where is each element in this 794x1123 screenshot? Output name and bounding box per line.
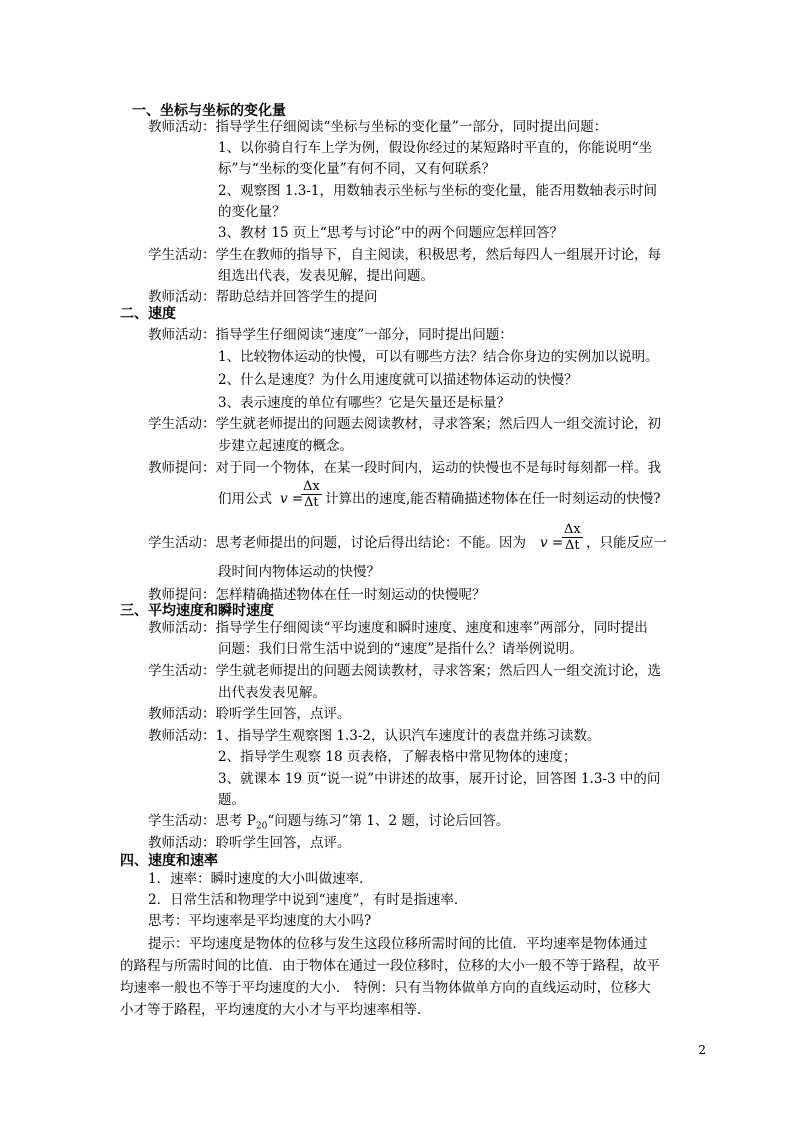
text-line: 提示：平均速度是物体的位移与发生这段位移所需时间的比值．平均速率是物体通过 bbox=[148, 936, 648, 952]
formula-lhs: v = bbox=[540, 535, 564, 551]
text-line: 1、比较物体运动的快慢，可以有哪些方法？结合你身边的实例加以说明。 bbox=[218, 349, 659, 365]
text-line: 问题：我们日常生活中说到的“速度”是指什么？请举例说明。 bbox=[218, 641, 583, 657]
text-line: 题。 bbox=[218, 792, 245, 808]
text-line: 计算出的速度,能否精确描述物体在任一时刻运动的快慢? bbox=[325, 491, 661, 507]
text-line: 的路程与所需时间的比值．由于物体在通过一段位移时，位移的大小一般不等于路程，故平 bbox=[120, 958, 660, 974]
text-line: 教师提问：怎样精确描述物体在任一时刻运动的快慢呢？ bbox=[148, 587, 486, 603]
formula-denominator: Δt bbox=[304, 495, 319, 510]
text-line: 学生活动：学生在教师的指导下，自主阅读，积极思考，然后每四人一组展开讨论，每 bbox=[148, 247, 661, 263]
text-line: 教师活动：聆听学生回答，点评。 bbox=[148, 835, 351, 851]
text-line: 教师活动：指导学生仔细阅读“速度”一部分，同时提出问题： bbox=[148, 327, 513, 343]
text-line: 的变化量？ bbox=[218, 204, 286, 220]
text-line: 均速率一般也不等于平均速度的大小． 特例：只有当物体做单方向的直线运动时，位移大 bbox=[120, 980, 651, 996]
section-heading: 一、坐标与坐标的变化量 bbox=[132, 103, 286, 119]
text-line: 学生活动：思考老师提出的问题，讨论后得出结论：不能。因为 bbox=[148, 535, 526, 551]
text-line: 2．日常生活和物理学中说到“速度”，有时是指速率． bbox=[148, 892, 468, 908]
text-line: 教师活动：聆听学生回答，点评。 bbox=[148, 706, 351, 722]
text-line: 2、观察图 1.3-1，用数轴表示坐标与坐标的变化量，能否用数轴表示时间 bbox=[218, 183, 657, 199]
section-heading: 四、速度和速率 bbox=[120, 853, 218, 869]
text-line: 3、就课本 19 页“说一说”中讲述的故事，展开讨论，回答图 1.3-3 中的问 bbox=[218, 771, 661, 787]
text-line: 组选出代表，发表见解，提出问题。 bbox=[218, 268, 434, 284]
text-line: 教师活动：指导学生仔细阅读“平均速度和瞬时速度、速度和速率”两部分，同时提出 bbox=[148, 620, 648, 636]
text-line: ，只能反应一 bbox=[586, 535, 667, 551]
text-line: 标”与“坐标的变化量”有何不同，又有何联系？ bbox=[218, 161, 496, 177]
section-heading: 二、速度 bbox=[120, 306, 176, 322]
text-line: 教师活动：指导学生仔细阅读“坐标与坐标的变化量”一部分，同时提出问题： bbox=[148, 119, 608, 135]
text-line: 们用公式 bbox=[218, 491, 272, 507]
formula-numerator: Δx bbox=[303, 479, 320, 494]
text-line: 小才等于路程，平均速度的大小才与平均速率相等． bbox=[120, 1002, 431, 1018]
page-number: 2 bbox=[698, 1043, 706, 1057]
formula-fraction bbox=[562, 522, 583, 553]
text-line: 段时间内物体运动的快慢？ bbox=[218, 564, 380, 580]
text-line: 思考：平均速率是平均速度的大小吗? bbox=[148, 913, 372, 929]
text-line: 学生活动：思考 $P_{20}“$问题与练习”第 1、2 题，讨论后回答。 bbox=[148, 813, 510, 832]
text-line: 2、什么是速度？为什么用速度就可以描述物体运动的快慢？ bbox=[218, 372, 578, 388]
text-line: 教师提问：对于同一个物体，在某一段时间内，运动的快慢也不是每时每刻都一样。我 bbox=[148, 460, 661, 476]
formula-lhs: v = bbox=[280, 491, 304, 507]
formula-denominator: Δt bbox=[565, 538, 580, 553]
text-line: 步建立起速度的概念。 bbox=[218, 438, 353, 454]
text-line: 3、表示速度的单位有哪些？它是矢量还是标量？ bbox=[218, 395, 511, 411]
text-line: 教师活动：1、指导学生观察图 1.3-2，认识汽车速度计的表盘并练习读数。 bbox=[148, 728, 601, 744]
text-line: 2、指导学生观察 18 页表格，了解表格中常见物体的速度； bbox=[218, 749, 577, 765]
formula-numerator: Δx bbox=[564, 522, 581, 537]
text-line: 学生活动：学生就老师提出的问题去阅读教材，寻求答案；然后四人一组交流讨论，选 bbox=[148, 663, 661, 679]
text-line: 学生活动：学生就老师提出的问题去阅读教材，寻求答案；然后四人一组交流讨论，初 bbox=[148, 416, 661, 432]
section-heading: 三、平均速度和瞬时速度 bbox=[120, 603, 274, 619]
text-line: 1、以你骑自行车上学为例，假设你经过的某短路时平直的，你能说明“坐 bbox=[218, 140, 652, 156]
text-line: 教师活动：帮助总结并回答学生的提问 bbox=[148, 289, 378, 305]
text-line: 3、教材 15 页上“思考与讨论”中的两个问题应怎样回答？ bbox=[218, 225, 564, 241]
formula-fraction bbox=[301, 479, 322, 510]
text-line: 出代表发表见解。 bbox=[218, 685, 326, 701]
text-line: 1．速率：瞬时速度的大小叫做速率． bbox=[148, 871, 373, 887]
